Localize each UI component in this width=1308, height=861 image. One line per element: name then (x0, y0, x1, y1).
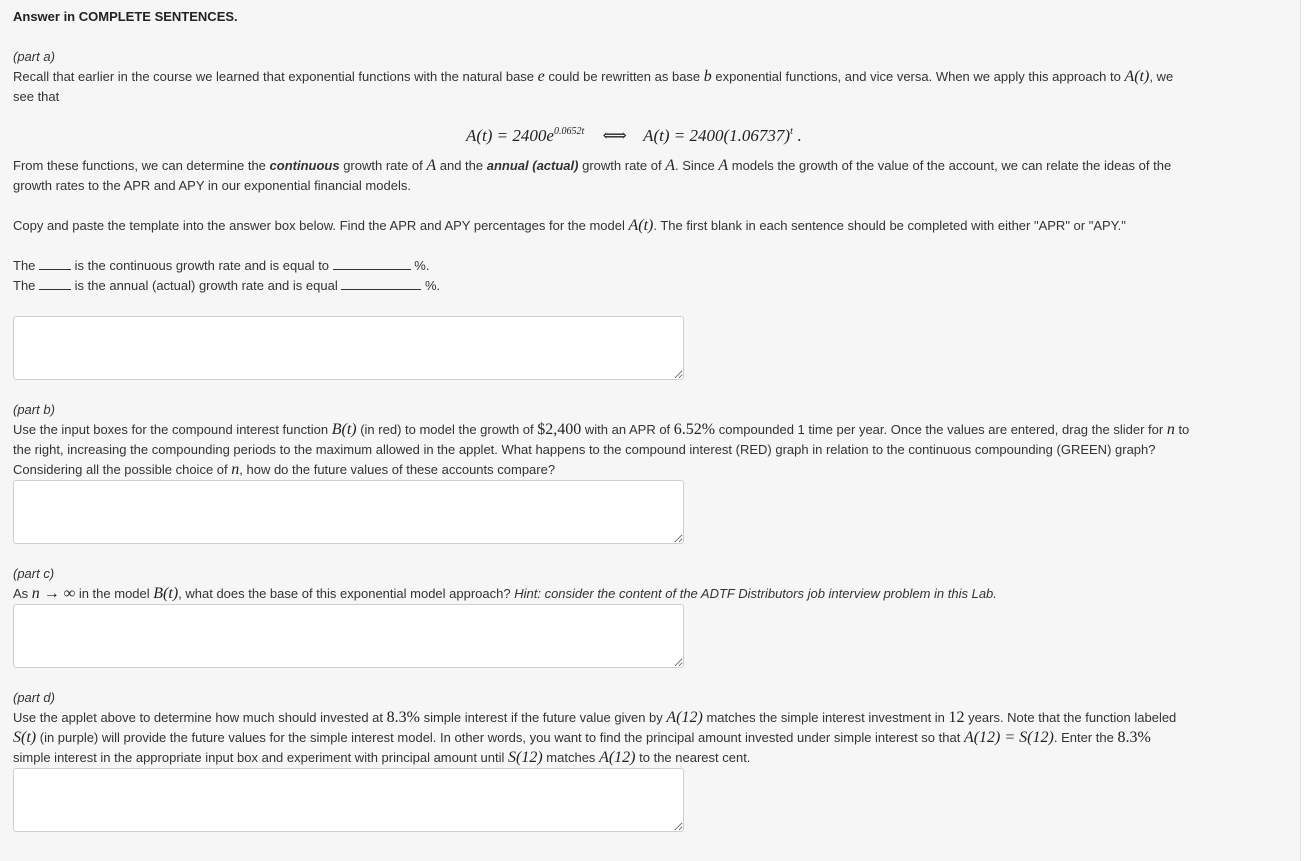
text: to (1178, 422, 1190, 437)
math-a: A (426, 157, 437, 174)
blank-underline (341, 277, 421, 290)
part-b-line-2: the right, increasing the compounding periods to the maximum allowed in the applet. What happens to the compound interest (RED) graph in relation to the continuous compounding (GREEN) graph? (13, 442, 1156, 457)
blank-underline (39, 277, 71, 290)
text: simple interest if the future value given by (423, 710, 663, 725)
text: The (13, 258, 36, 273)
part-b-answer-input[interactable] (13, 480, 684, 544)
text: . Enter the (1053, 730, 1114, 745)
hint-text: Hint: consider the content of the ADTF Distributors job interview problem in this Lab. (514, 586, 997, 601)
math-a: A (718, 157, 729, 174)
text: . Since (675, 158, 715, 173)
formula-equivalence (466, 121, 801, 147)
math-n: n (1166, 421, 1175, 438)
text: %. (414, 258, 430, 273)
text: Use the input boxes for the compound interest function (13, 422, 329, 437)
math-a-of-t: A(t) (628, 217, 654, 234)
math-b-of-t: B(t) (153, 585, 179, 602)
text: Recall that earlier in the course we learned that exponential functions with the natural base (13, 69, 535, 84)
template-line-1 (13, 256, 429, 276)
text: As (13, 586, 29, 601)
text: years. Note that the function labeled (968, 710, 1177, 725)
text: matches the simple interest investment in (706, 710, 945, 725)
math-s-of-t: S(t) (13, 729, 37, 746)
math-n-to-infinity: n → ∞ (31, 585, 76, 602)
text: exponential functions, and vice versa. When we apply this approach to (715, 69, 1121, 84)
part-d-line-3 (13, 748, 750, 768)
template-line-2 (13, 276, 440, 296)
part-a-paragraph-2-line-1 (13, 156, 1171, 176)
text: compounded 1 time per year. Once the values are entered, drag the slider for (718, 422, 1164, 437)
text: . The first blank in each sentence should be completed with either "APR" or "APY." (653, 218, 1126, 233)
math-a: A (665, 157, 676, 174)
text: to the nearest cent. (639, 750, 751, 765)
part-a-answer-input[interactable] (13, 316, 684, 380)
text: simple interest in the appropriate input box and experiment with principal amount until (13, 750, 505, 765)
text: Use the applet above to determine how much should invested at (13, 710, 384, 725)
math-s-12: S(12) (508, 749, 543, 766)
math-n: n (231, 461, 240, 478)
part-a-intro-line-2: see that (13, 89, 60, 104)
text: is the continuous growth rate and is equal to (74, 258, 330, 273)
part-d-answer-input[interactable] (13, 768, 684, 832)
math-equation: A(12) = S(12) (963, 729, 1054, 746)
formula-left: A(t) = 2400e (466, 126, 554, 145)
text: in the model (78, 586, 150, 601)
text: (in purple) will provide the future values for the simple interest model. In other words, you want to find the principal amount invested under simple interest so that (39, 730, 961, 745)
part-c-label: (part c) (13, 566, 55, 581)
text: , we (1149, 69, 1174, 84)
math-years: 12 (948, 709, 965, 726)
emphasis-annual: annual (actual) (486, 158, 579, 173)
text: is the annual (actual) growth rate and is equal (74, 278, 338, 293)
text: Copy and paste the template into the answer box below. Find the APR and APY percentages for the model (13, 218, 625, 233)
text: , what does the base of this exponential model approach? (178, 586, 511, 601)
text: matches (546, 750, 596, 765)
math-a-of-t: A(t) (1124, 68, 1150, 85)
text: %. (424, 278, 441, 293)
text: with an APR of (584, 422, 671, 437)
text: growth rate of (582, 158, 662, 173)
math-a-12: A(12) (666, 709, 703, 726)
part-b-line-3 (13, 460, 555, 480)
math-amount: $2,400 (537, 421, 582, 438)
part-d-line-1 (13, 708, 1176, 728)
formula-right-exponent: t (790, 126, 793, 137)
part-d-line-2 (13, 728, 1151, 748)
blank-underline (333, 257, 411, 270)
math-b-of-t: B(t) (331, 421, 357, 438)
part-c-answer-input[interactable] (13, 604, 684, 668)
formula-period: . (797, 126, 802, 145)
text: growth rate of (343, 158, 423, 173)
part-a-label: (part a) (13, 49, 55, 64)
emphasis-continuous: continuous (269, 158, 340, 173)
math-apr: 6.52% (673, 421, 716, 438)
text: (in red) to model the growth of (360, 422, 534, 437)
text: , how do the future values of these accounts compare? (239, 462, 556, 477)
text: models the growth of the value of the account, we can relate the ideas of the (731, 158, 1172, 173)
blank-underline (39, 257, 71, 270)
part-d-label: (part d) (13, 690, 55, 705)
math-rate: 8.3% (386, 709, 420, 726)
instruction-heading: Answer in COMPLETE SENTENCES. (13, 9, 238, 24)
text: and the (439, 158, 484, 173)
part-a-copy-instruction (13, 216, 1126, 236)
math-rate: 8.3% (1117, 729, 1151, 746)
part-a-intro-line-1 (13, 67, 1173, 87)
text: Considering all the possible choice of (13, 462, 228, 477)
part-a-paragraph-2-line-2: growth rates to the APR and APY in our exponential financial models. (13, 178, 411, 193)
text: could be rewritten as base (548, 69, 701, 84)
part-c-line-1 (13, 584, 997, 604)
formula-left-exponent: 0.0652t (553, 126, 585, 137)
text: The (13, 278, 36, 293)
equivalence-arrow: ⟺ (602, 126, 627, 145)
math-e: e (537, 68, 545, 85)
formula-right: A(t) = 2400(1.06737) (643, 126, 791, 145)
part-b-line-1 (13, 420, 1189, 440)
text: From these functions, we can determine the (13, 158, 266, 173)
math-a-12: A(12) (599, 749, 636, 766)
math-b: b (703, 68, 712, 85)
part-b-label: (part b) (13, 402, 55, 417)
